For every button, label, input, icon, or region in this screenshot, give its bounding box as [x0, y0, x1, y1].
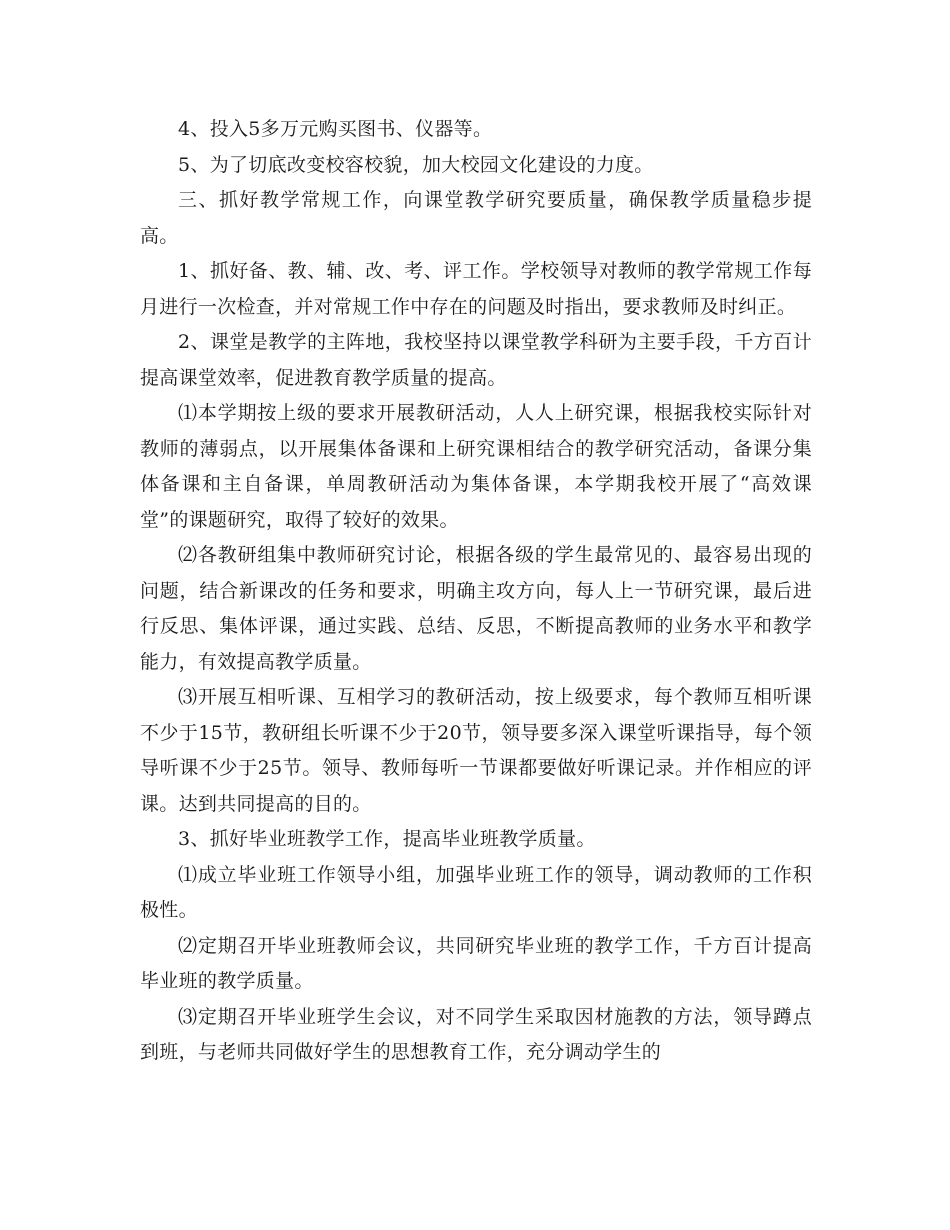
paragraph-subitem-3-class-observation: ⑶开展互相听课、互相学习的教研活动，按上级要求，每个教师互相听课不少于15节，教研组长听课不少于20节，领导要多深入课堂听课指导，每个领导听课不少于25节。领导、教师每听一节课都要做好听课记录。并作相应的评课。达到共同提高的目的。	[140, 686, 812, 815]
section-heading-teaching-routine: 三、抓好教学常规工作，向课堂教学研究要质量，确保教学质量稳步提高。	[140, 189, 812, 247]
paragraph-subitem-1-leadership-group: ⑴成立毕业班工作领导小组，加强毕业班工作的领导，调动教师的工作积极性。	[140, 863, 812, 921]
paragraph-subitem-1-research-activities: ⑴本学期按上级的要求开展教研活动，人人上研究课，根据我校实际针对教师的薄弱点，以开展集体备课和上研究课相结合的教学研究活动，备课分集体备课和主自备课，单周教研活动为集体备课，本学期我校开展了“高效课堂”的课题研究，取得了较好的效果。	[140, 402, 812, 531]
paragraph-item-2-classroom: 2、课堂是教学的主阵地，我校坚持以课堂教学科研为主要手段，千方百计提高课堂效率，促进教育教学质量的提高。	[140, 331, 812, 389]
paragraph-subitem-3-student-meetings: ⑶定期召开毕业班学生会议，对不同学生采取因材施教的方法，领导蹲点到班，与老师共同做好学生的思想教育工作，充分调动学生的	[140, 1005, 812, 1063]
paragraph-item-5-campus-culture: 5、为了切底改变校容校貌，加大校园文化建设的力度。	[178, 153, 654, 176]
paragraph-item-1-routine-checks: 1、抓好备、教、辅、改、考、评工作。学校领导对教师的教学常规工作每月进行一次检查，并对常规工作中存在的问题及时指出，要求教师及时纠正。	[140, 260, 812, 318]
paragraph-subitem-2-teacher-meetings: ⑵定期召开毕业班教师会议，共同研究毕业班的教学工作，千方百计提高毕业班的教学质量。	[140, 934, 812, 992]
document-body	[140, 112, 812, 1071]
paragraph-subitem-2-group-discussion: ⑵各教研组集中教师研究讨论，根据各级的学生最常见的、最容易出现的问题，结合新课改的任务和要求，明确主攻方向，每人上一节研究课，最后进行反思、集体评课，通过实践、总结、反思，不断提高教师的业务水平和教学能力，有效提高教学质量。	[140, 544, 812, 673]
paragraph-item-3-graduating-class: 3、抓好毕业班教学工作，提高毕业班教学质量。	[178, 828, 596, 850]
paragraph-item-4-books: 4、投入5多万元购买图书、仪器等。	[178, 118, 493, 140]
